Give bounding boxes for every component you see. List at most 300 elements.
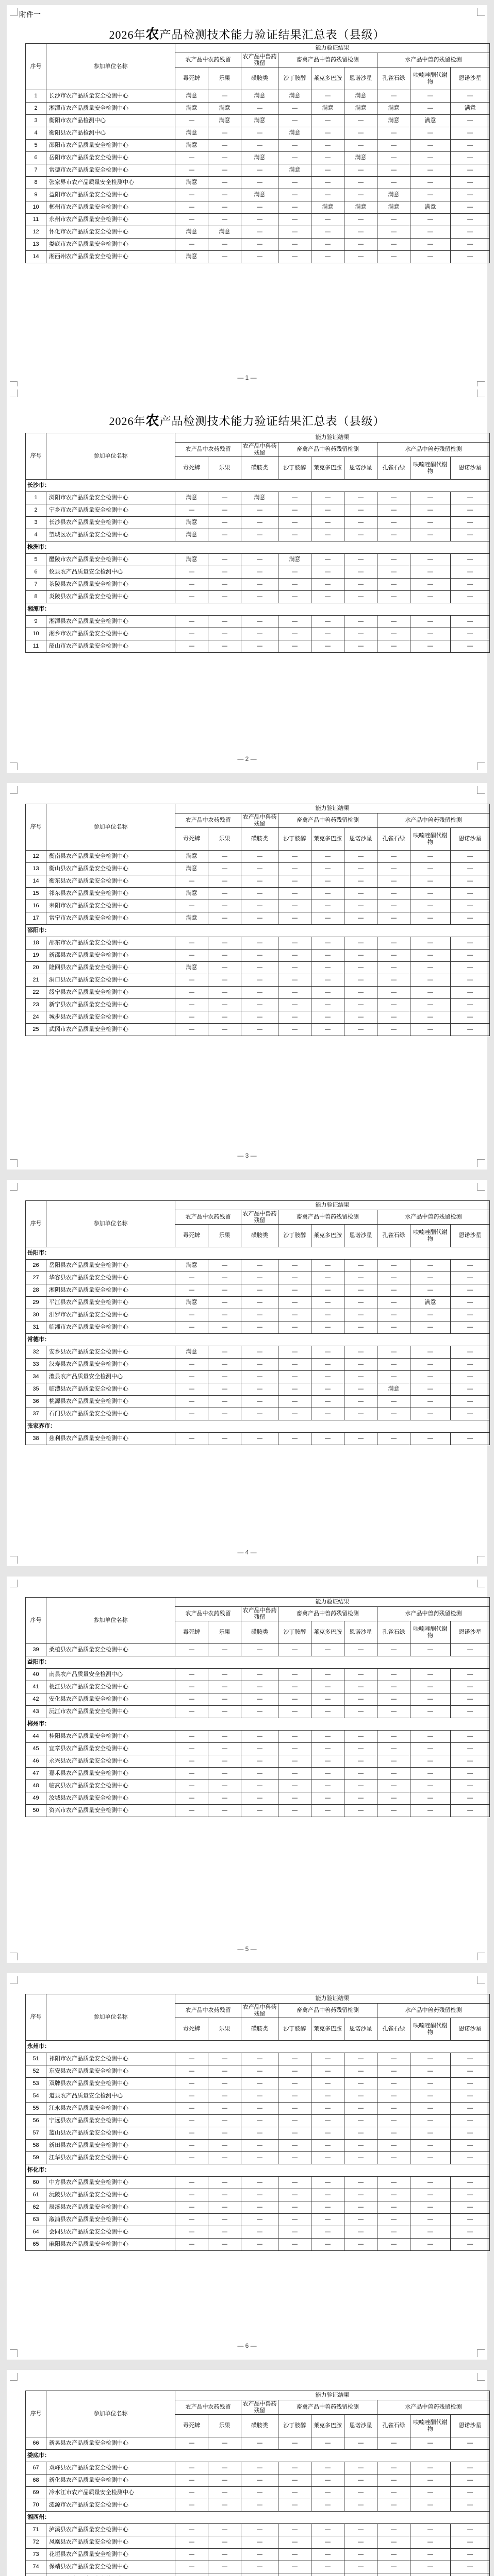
- row-number: 67: [26, 2462, 46, 2475]
- column-group-vet-drug: 农产品中兽药残留: [241, 814, 278, 828]
- result-cell: —: [208, 2189, 241, 2201]
- result-cell: —: [175, 2177, 208, 2189]
- column-group-livestock: 畜禽产品中兽药残留检测: [278, 1607, 377, 1621]
- result-cell: —: [377, 127, 410, 140]
- result-cell: —: [278, 1768, 311, 1780]
- result-cell: —: [278, 1644, 311, 1656]
- table-row: [26, 1260, 490, 1272]
- page-number-value: 5: [245, 1945, 249, 1953]
- result-cell: —: [377, 2475, 410, 2487]
- result-cell: —: [175, 1693, 208, 1706]
- row-number: 9: [26, 616, 46, 628]
- column-header-unit: 参加单位名称: [46, 1201, 175, 1247]
- result-cell: —: [278, 517, 311, 529]
- result-cell: —: [208, 2536, 241, 2549]
- table-row: [26, 863, 490, 875]
- result-cell: —: [311, 1346, 344, 1359]
- document-title: [7, 410, 487, 429]
- result-cell: —: [278, 2201, 311, 2214]
- result-cell: —: [451, 2226, 490, 2239]
- result-cell: —: [241, 1260, 278, 1272]
- row-number: 7: [26, 579, 46, 591]
- result-cell: 满意: [175, 90, 208, 103]
- result-cell: —: [344, 2214, 377, 2226]
- table-row: [26, 2065, 490, 2078]
- column-header-cat3a: 沙丁胺醇: [278, 67, 311, 90]
- row-number: 45: [26, 1743, 46, 1755]
- unit-name: 中方县农产品质量安全检测中心: [46, 2177, 175, 2189]
- result-cell: —: [451, 1731, 490, 1743]
- table-row: [26, 140, 490, 152]
- crop-mark: [10, 8, 18, 16]
- result-cell: —: [311, 1011, 344, 1024]
- title-emphasis: 农: [145, 27, 160, 42]
- result-cell: —: [451, 1346, 490, 1359]
- result-cell: —: [377, 579, 410, 591]
- result-cell: —: [311, 2065, 344, 2078]
- result-cell: —: [451, 1706, 490, 1718]
- result-cell: —: [410, 912, 451, 925]
- table-row: [26, 1755, 490, 1768]
- result-cell: 满意: [175, 554, 208, 566]
- column-header-results: 能力验证结果: [175, 44, 490, 53]
- result-cell: —: [175, 504, 208, 517]
- result-cell: —: [410, 640, 451, 653]
- column-header-cat4b: 呋喃唑酮代谢物: [410, 67, 451, 90]
- table-row: [26, 2177, 490, 2189]
- column-header-unit: 参加单位名称: [46, 1994, 175, 2041]
- unit-name: 桃江县农产品质量安全检测中心: [46, 1681, 175, 1693]
- crop-mark: [477, 2373, 485, 2381]
- result-cell: —: [311, 1272, 344, 1284]
- page-number-value: 6: [245, 2342, 249, 2349]
- table-row: [26, 950, 490, 962]
- result-cell: 满意: [344, 152, 377, 164]
- result-cell: —: [344, 900, 377, 912]
- result-cell: —: [451, 2152, 490, 2164]
- result-cell: 满意: [175, 851, 208, 863]
- column-header-cat2a: 磺胺类: [241, 1225, 278, 1247]
- row-number: [26, 2573, 46, 2576]
- result-cell: —: [344, 974, 377, 987]
- result-cell: —: [451, 1371, 490, 1383]
- table-row: [26, 214, 490, 226]
- region-label: 永州市：: [26, 2041, 490, 2053]
- result-cell: —: [311, 1681, 344, 1693]
- crop-mark: [477, 2349, 485, 2357]
- result-cell: —: [311, 251, 344, 263]
- row-number: 59: [26, 2152, 46, 2164]
- column-group-aquatic: 水产品中兽药残留检测: [377, 53, 490, 67]
- result-cell: [175, 2573, 208, 2576]
- result-cell: [344, 2573, 377, 2576]
- result-cell: —: [311, 2201, 344, 2214]
- result-cell: —: [311, 1669, 344, 1681]
- table-row: [26, 251, 490, 263]
- result-cell: —: [311, 1731, 344, 1743]
- result-cell: —: [377, 1681, 410, 1693]
- result-cell: —: [377, 2239, 410, 2251]
- title-year-char: 年: [134, 28, 146, 41]
- result-cell: —: [410, 2549, 451, 2561]
- unit-name: 湘阴县农产品质量安全检测中心: [46, 1284, 175, 1297]
- result-cell: —: [410, 2177, 451, 2189]
- result-cell: —: [377, 875, 410, 888]
- result-cell: —: [410, 2561, 451, 2573]
- result-cell: —: [451, 987, 490, 999]
- result-cell: —: [241, 517, 278, 529]
- result-cell: [241, 2573, 278, 2576]
- result-cell: [377, 2573, 410, 2576]
- table-row: [26, 2053, 490, 2065]
- page-number-prefix: —: [237, 1152, 245, 1159]
- result-cell: —: [311, 1792, 344, 1805]
- result-cell: —: [410, 2487, 451, 2499]
- row-number: 69: [26, 2487, 46, 2499]
- column-group-vet-drug: 农产品中兽药残留: [241, 2400, 278, 2415]
- result-cell: —: [377, 1743, 410, 1755]
- unit-name: 郴州市农产品质量安全检测中心: [46, 201, 175, 214]
- unit-name: 平江县农产品质量安全检测中心: [46, 1297, 175, 1309]
- column-header-cat3b: 莱克多巴胺: [311, 828, 344, 851]
- result-cell: —: [208, 888, 241, 900]
- result-cell: —: [241, 1396, 278, 1408]
- result-cell: —: [410, 2499, 451, 2512]
- result-cell: —: [241, 140, 278, 152]
- result-cell: —: [311, 115, 344, 127]
- table-row: [26, 1396, 490, 1408]
- result-cell: 满意: [278, 127, 311, 140]
- result-cell: —: [377, 2189, 410, 2201]
- result-cell: —: [241, 2177, 278, 2189]
- row-number: 11: [26, 640, 46, 653]
- result-cell: —: [410, 189, 451, 201]
- unit-name: 东安县农产品质量安全检测中心: [46, 2065, 175, 2078]
- result-cell: —: [241, 2053, 278, 2065]
- table-row: [26, 1805, 490, 1817]
- table-row: [26, 1706, 490, 1718]
- result-cell: —: [344, 239, 377, 251]
- row-number: 6: [26, 566, 46, 579]
- result-cell: —: [377, 1408, 410, 1420]
- result-cell: —: [344, 1297, 377, 1309]
- result-cell: —: [175, 974, 208, 987]
- result-cell: —: [311, 2226, 344, 2239]
- result-cell: —: [344, 115, 377, 127]
- result-cell: —: [377, 2536, 410, 2549]
- result-cell: —: [175, 900, 208, 912]
- result-cell: —: [410, 1731, 451, 1743]
- result-cell: —: [344, 492, 377, 504]
- result-cell: —: [278, 1284, 311, 1297]
- result-cell: —: [175, 1408, 208, 1420]
- result-cell: —: [311, 888, 344, 900]
- column-header-cat3b: 莱克多巴胺: [311, 457, 344, 480]
- result-cell: —: [344, 1743, 377, 1755]
- result-cell: —: [311, 900, 344, 912]
- result-cell: —: [175, 1371, 208, 1383]
- unit-name: 沅江市农产品质量安全检测中心: [46, 1706, 175, 1718]
- crop-mark: [477, 762, 485, 770]
- result-cell: —: [377, 177, 410, 189]
- unit-name: 华容县农产品质量安全检测中心: [46, 1272, 175, 1284]
- row-number: 39: [26, 1644, 46, 1656]
- result-cell: —: [241, 912, 278, 925]
- result-cell: —: [311, 2177, 344, 2189]
- result-cell: —: [175, 1681, 208, 1693]
- result-cell: —: [410, 529, 451, 541]
- result-cell: —: [410, 1743, 451, 1755]
- region-label: 益阳市：: [26, 1656, 490, 1669]
- result-cell: —: [377, 591, 410, 603]
- page-number-value: 1: [245, 374, 249, 381]
- column-header-cat4b: 呋喃唑酮代谢物: [410, 1225, 451, 1247]
- result-cell: —: [175, 2226, 208, 2239]
- result-cell: —: [311, 1024, 344, 1036]
- result-cell: —: [278, 999, 311, 1011]
- result-cell: —: [241, 2065, 278, 2078]
- column-group-vet-drug: 农产品中兽药残留: [241, 53, 278, 67]
- result-cell: —: [451, 2115, 490, 2127]
- result-cell: —: [241, 851, 278, 863]
- row-number: 4: [26, 127, 46, 140]
- unit-name: 衡阳市农产品检测中心: [46, 115, 175, 127]
- region-row: [26, 1656, 490, 1669]
- results-table: [25, 43, 490, 263]
- result-cell: —: [451, 1284, 490, 1297]
- result-cell: —: [311, 974, 344, 987]
- result-cell: —: [377, 1321, 410, 1334]
- row-number: 14: [26, 875, 46, 888]
- result-cell: —: [311, 1321, 344, 1334]
- result-cell: —: [311, 2524, 344, 2536]
- result-cell: 满意: [344, 90, 377, 103]
- result-cell: —: [208, 504, 241, 517]
- result-cell: —: [208, 1693, 241, 1706]
- result-cell: —: [377, 554, 410, 566]
- result-cell: —: [278, 1433, 311, 1445]
- result-cell: —: [410, 2090, 451, 2103]
- result-cell: —: [311, 177, 344, 189]
- result-cell: —: [278, 937, 311, 950]
- crop-mark: [477, 8, 485, 16]
- result-cell: —: [278, 2065, 311, 2078]
- result-cell: —: [377, 2549, 410, 2561]
- result-cell: —: [175, 2078, 208, 2090]
- unit-name: 桃源县农产品质量安全检测中心: [46, 1396, 175, 1408]
- crop-mark: [477, 1953, 485, 1960]
- table-row: [26, 1743, 490, 1755]
- result-cell: —: [175, 1359, 208, 1371]
- result-cell: —: [278, 2177, 311, 2189]
- result-cell: —: [410, 1346, 451, 1359]
- unit-name: 永州市农产品质量安全检测中心: [46, 214, 175, 226]
- result-cell: —: [311, 2487, 344, 2499]
- result-cell: —: [175, 2201, 208, 2214]
- region-row: [26, 1247, 490, 1260]
- result-cell: —: [377, 2214, 410, 2226]
- region-label: 湘西州：: [26, 2512, 490, 2524]
- unit-name: 双峰县农产品质量安全检测中心: [46, 2462, 175, 2475]
- table-row: [26, 1408, 490, 1420]
- table-row: [26, 2214, 490, 2226]
- row-number: 10: [26, 628, 46, 640]
- column-group-aquatic: 水产品中兽药残留检测: [377, 1607, 490, 1621]
- column-header-cat3c: 恩诺沙星: [344, 1225, 377, 1247]
- result-cell: —: [451, 2177, 490, 2189]
- column-header-cat4c: 恩诺沙星: [451, 828, 490, 851]
- row-number: 48: [26, 1780, 46, 1792]
- result-cell: 满意: [175, 1260, 208, 1272]
- result-cell: —: [377, 1297, 410, 1309]
- result-cell: —: [311, 999, 344, 1011]
- result-cell: —: [377, 937, 410, 950]
- result-cell: —: [311, 1706, 344, 1718]
- result-cell: —: [410, 1371, 451, 1383]
- result-cell: —: [278, 2239, 311, 2251]
- result-cell: —: [451, 1433, 490, 1445]
- row-number: 6: [26, 152, 46, 164]
- result-cell: —: [451, 2561, 490, 2573]
- result-cell: —: [175, 1805, 208, 1817]
- result-cell: —: [410, 2115, 451, 2127]
- result-cell: —: [241, 900, 278, 912]
- table-row: [26, 579, 490, 591]
- result-cell: —: [278, 2549, 311, 2561]
- column-header-cat4b: 呋喃唑酮代谢物: [410, 457, 451, 480]
- row-number: 36: [26, 1396, 46, 1408]
- crop-mark: [10, 389, 18, 397]
- result-cell: —: [208, 140, 241, 152]
- row-number: 74: [26, 2561, 46, 2573]
- result-cell: —: [175, 214, 208, 226]
- row-number: 5: [26, 140, 46, 152]
- unit-name: 祁阳市农产品质量安全检测中心: [46, 2053, 175, 2065]
- result-cell: —: [377, 1706, 410, 1718]
- result-cell: —: [208, 1371, 241, 1383]
- row-number: 24: [26, 1011, 46, 1024]
- table-row: [26, 1433, 490, 1445]
- result-cell: —: [377, 2524, 410, 2536]
- title-emphasis: 农: [145, 413, 160, 428]
- document-page: [7, 2370, 487, 2576]
- column-header-cat4c: 恩诺沙星: [451, 2415, 490, 2437]
- row-number: 2: [26, 103, 46, 115]
- result-cell: —: [208, 492, 241, 504]
- result-cell: —: [241, 2127, 278, 2140]
- unit-name: 洞口县农产品质量安全检测中心: [46, 974, 175, 987]
- region-label: 湘潭市：: [26, 603, 490, 616]
- column-group-aquatic: 水产品中兽药残留检测: [377, 814, 490, 828]
- result-cell: —: [377, 1693, 410, 1706]
- unit-name: 常宁市农产品质量安全检测中心: [46, 912, 175, 925]
- result-cell: —: [241, 2487, 278, 2499]
- result-cell: —: [344, 1780, 377, 1792]
- result-cell: —: [208, 1260, 241, 1272]
- result-cell: —: [410, 2065, 451, 2078]
- result-cell: 满意: [175, 226, 208, 239]
- unit-name: 溆浦县农产品质量安全检测中心: [46, 2214, 175, 2226]
- result-cell: —: [451, 201, 490, 214]
- result-cell: —: [344, 2226, 377, 2239]
- result-cell: 满意: [311, 201, 344, 214]
- result-cell: —: [344, 2487, 377, 2499]
- result-cell: —: [451, 127, 490, 140]
- result-cell: —: [410, 1792, 451, 1805]
- crop-mark: [477, 1580, 485, 1587]
- result-cell: —: [451, 1792, 490, 1805]
- result-cell: —: [241, 529, 278, 541]
- result-cell: —: [241, 2152, 278, 2164]
- result-cell: —: [410, 591, 451, 603]
- result-cell: —: [410, 103, 451, 115]
- table-row: [26, 2475, 490, 2487]
- result-cell: —: [344, 2462, 377, 2475]
- result-cell: —: [410, 1272, 451, 1284]
- region-row: [26, 1334, 490, 1346]
- result-cell: —: [241, 2561, 278, 2573]
- table-row: [26, 1731, 490, 1743]
- result-cell: —: [344, 1011, 377, 1024]
- table-row: [26, 1693, 490, 1706]
- result-cell: —: [344, 504, 377, 517]
- table-row: [26, 2487, 490, 2499]
- crop-mark: [10, 762, 18, 770]
- result-cell: —: [451, 640, 490, 653]
- result-cell: —: [344, 1359, 377, 1371]
- result-cell: 满意: [175, 517, 208, 529]
- unit-name: 安乡县农产品质量安全检测中心: [46, 1346, 175, 1359]
- result-cell: —: [344, 962, 377, 974]
- row-number: 8: [26, 591, 46, 603]
- result-cell: —: [175, 2475, 208, 2487]
- result-cell: —: [410, 2053, 451, 2065]
- result-cell: —: [241, 1272, 278, 1284]
- column-group-livestock: 畜禽产品中兽药残留检测: [278, 2400, 377, 2415]
- table-row: [26, 1768, 490, 1780]
- result-cell: —: [377, 504, 410, 517]
- unit-name: 汉寿县农产品质量安全检测中心: [46, 1359, 175, 1371]
- result-cell: —: [278, 579, 311, 591]
- result-cell: 满意: [175, 529, 208, 541]
- result-cell: —: [208, 962, 241, 974]
- column-header-seq: 序号: [26, 433, 46, 480]
- result-cell: —: [410, 937, 451, 950]
- result-cell: —: [208, 2053, 241, 2065]
- result-cell: —: [377, 2090, 410, 2103]
- column-header-seq: 序号: [26, 1598, 46, 1644]
- row-number: 50: [26, 1805, 46, 1817]
- result-cell: —: [410, 888, 451, 900]
- column-header-cat1b: 乐果: [208, 1621, 241, 1644]
- row-number: 23: [26, 999, 46, 1011]
- result-cell: —: [451, 2090, 490, 2103]
- result-cell: —: [175, 628, 208, 640]
- column-group-vet-drug: 农产品中兽药残留: [241, 1210, 278, 1225]
- row-number: 57: [26, 2127, 46, 2140]
- result-cell: —: [241, 2201, 278, 2214]
- result-cell: —: [311, 1309, 344, 1321]
- result-cell: —: [278, 2524, 311, 2536]
- result-cell: —: [241, 2140, 278, 2152]
- row-number: 44: [26, 1731, 46, 1743]
- unit-name: 安化县农产品质量安全检测中心: [46, 1693, 175, 1706]
- region-label: 娄底市：: [26, 2450, 490, 2462]
- column-header-cat3c: 恩诺沙星: [344, 2018, 377, 2041]
- row-number: 41: [26, 1681, 46, 1693]
- result-cell: —: [451, 115, 490, 127]
- result-cell: 满意: [175, 863, 208, 875]
